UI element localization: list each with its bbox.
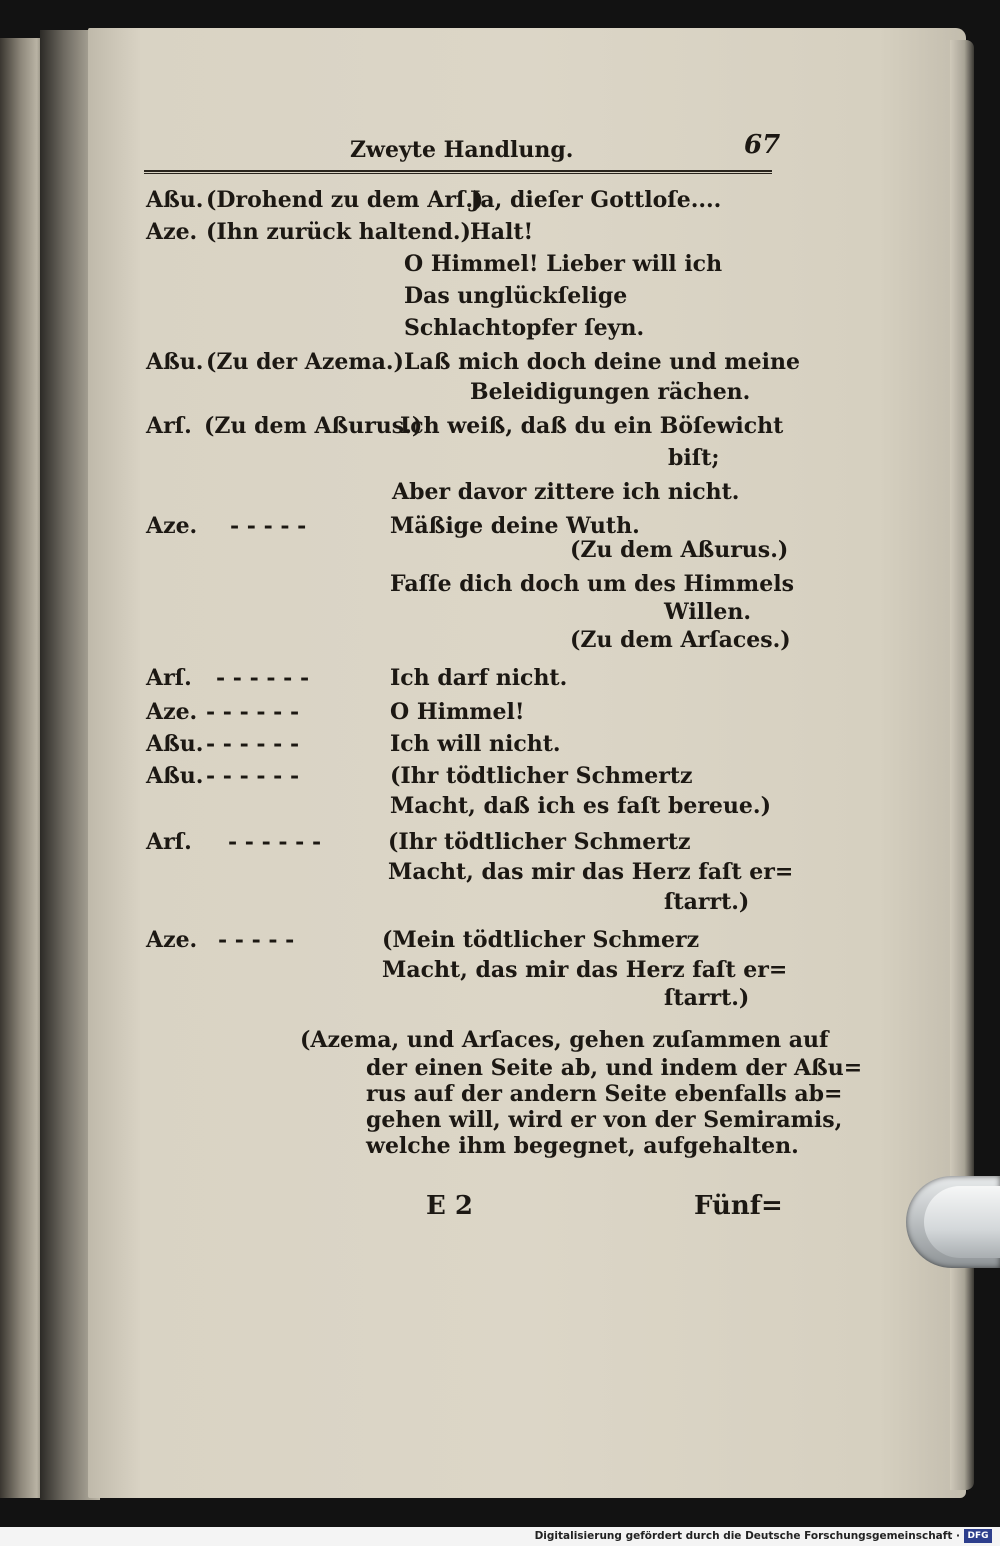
speaker: Aze. xyxy=(146,927,198,953)
line-text: Macht, das mir das Herz faſt er= xyxy=(382,957,788,983)
speaker: Aßu. xyxy=(146,349,204,375)
page-edge xyxy=(950,40,974,1490)
line-text: biſt; xyxy=(668,445,720,471)
line-text: Schlachtopfer ſeyn. xyxy=(404,315,645,341)
page-number: 67 xyxy=(744,130,781,160)
speaker: Aßu. xyxy=(146,187,204,213)
line-text: Das unglückſelige xyxy=(404,283,628,309)
stage-direction-inline: (Drohend zu dem Arſ.) xyxy=(206,187,484,213)
signature-mark: E 2 xyxy=(426,1191,473,1221)
speaker: Aze. xyxy=(146,699,198,725)
stage-direction-line: (Azema, und Arſaces, gehen zuſammen auf xyxy=(300,1027,829,1053)
dfg-logo: DFG xyxy=(964,1529,992,1543)
line-text: (Ihr tödtlicher Schmertz xyxy=(390,763,693,789)
line-text: Mäßige deine Wuth. xyxy=(390,513,640,539)
line-text: Ich darf nicht. xyxy=(390,665,568,691)
line-text: Willen. xyxy=(664,599,752,625)
speaker: Aßu. xyxy=(146,763,204,789)
dash-leader: - - - - - - xyxy=(206,731,300,757)
line-text: ſtarrt.) xyxy=(664,889,750,915)
stage-direction-line: rus auf der andern Seite ebenfalls ab= xyxy=(366,1081,843,1107)
speaker: Aze. xyxy=(146,219,198,245)
header-rule xyxy=(144,170,772,174)
stage-direction-line: welche ihm begegnet, aufgehalten. xyxy=(366,1133,799,1159)
line-text: Aber davor zittere ich nicht. xyxy=(392,479,740,505)
line-text: ſtarrt.) xyxy=(664,985,750,1011)
stage-direction-line: gehen will, wird er von der Semiramis, xyxy=(366,1107,843,1133)
dash-leader: - - - - - - xyxy=(206,763,300,789)
speaker: Arſ. xyxy=(146,665,192,691)
line-text: Faſſe dich doch um des Himmels xyxy=(390,571,794,597)
line-text: (Mein tödtlicher Schmerz xyxy=(382,927,700,953)
line-text: Halt! xyxy=(470,219,534,245)
running-title: Zweyte Handlung. xyxy=(350,137,574,163)
line-text: Macht, daß ich es faſt bereue.) xyxy=(390,793,771,819)
stage-direction-inline: (Ihn zurück haltend.) xyxy=(206,219,471,245)
line-text: O Himmel! Lieber will ich xyxy=(404,251,723,277)
line-text: Ich weiß, daß du ein Böſewicht xyxy=(400,413,784,439)
stage-direction-line: der einen Seite ab, und indem der Aßu= xyxy=(366,1055,863,1081)
page-clamp-highlight xyxy=(924,1186,1000,1258)
speaker: Aßu. xyxy=(146,731,204,757)
stage-direction-inline: (Zu der Azema.) xyxy=(206,349,404,375)
line-text: Beleidigungen rächen. xyxy=(470,379,751,405)
stage-direction-inline: (Zu dem Aßurus.) xyxy=(204,413,423,439)
dash-leader: - - - - - - xyxy=(216,665,310,691)
dash-leader: - - - - - xyxy=(230,513,307,539)
line-text: (Ihr tödtlicher Schmertz xyxy=(388,829,691,855)
line-text: Ich will nicht. xyxy=(390,731,561,757)
speaker: Aze. xyxy=(146,513,198,539)
line-text: Laß mich doch deine und meine xyxy=(404,349,800,375)
line-text: O Himmel! xyxy=(390,699,525,725)
dash-leader: - - - - - xyxy=(218,927,295,953)
catchword: Fünf= xyxy=(694,1191,783,1221)
dash-leader: - - - - - - xyxy=(206,699,300,725)
line-text: Ja, dieſer Gottloſe.... xyxy=(470,187,722,213)
dash-leader: - - - - - - xyxy=(228,829,322,855)
speaker: Arſ. xyxy=(146,829,192,855)
credit-text: Digitalisierung gefördert durch die Deutsche Forschungsgemeinschaft · xyxy=(534,1530,960,1542)
stage-direction-inline: (Zu dem Aßurus.) xyxy=(570,537,789,563)
speaker: Arſ. xyxy=(146,413,192,439)
line-text: Macht, das mir das Herz faſt er= xyxy=(388,859,794,885)
stage-direction-inline: (Zu dem Arſaces.) xyxy=(570,627,791,653)
